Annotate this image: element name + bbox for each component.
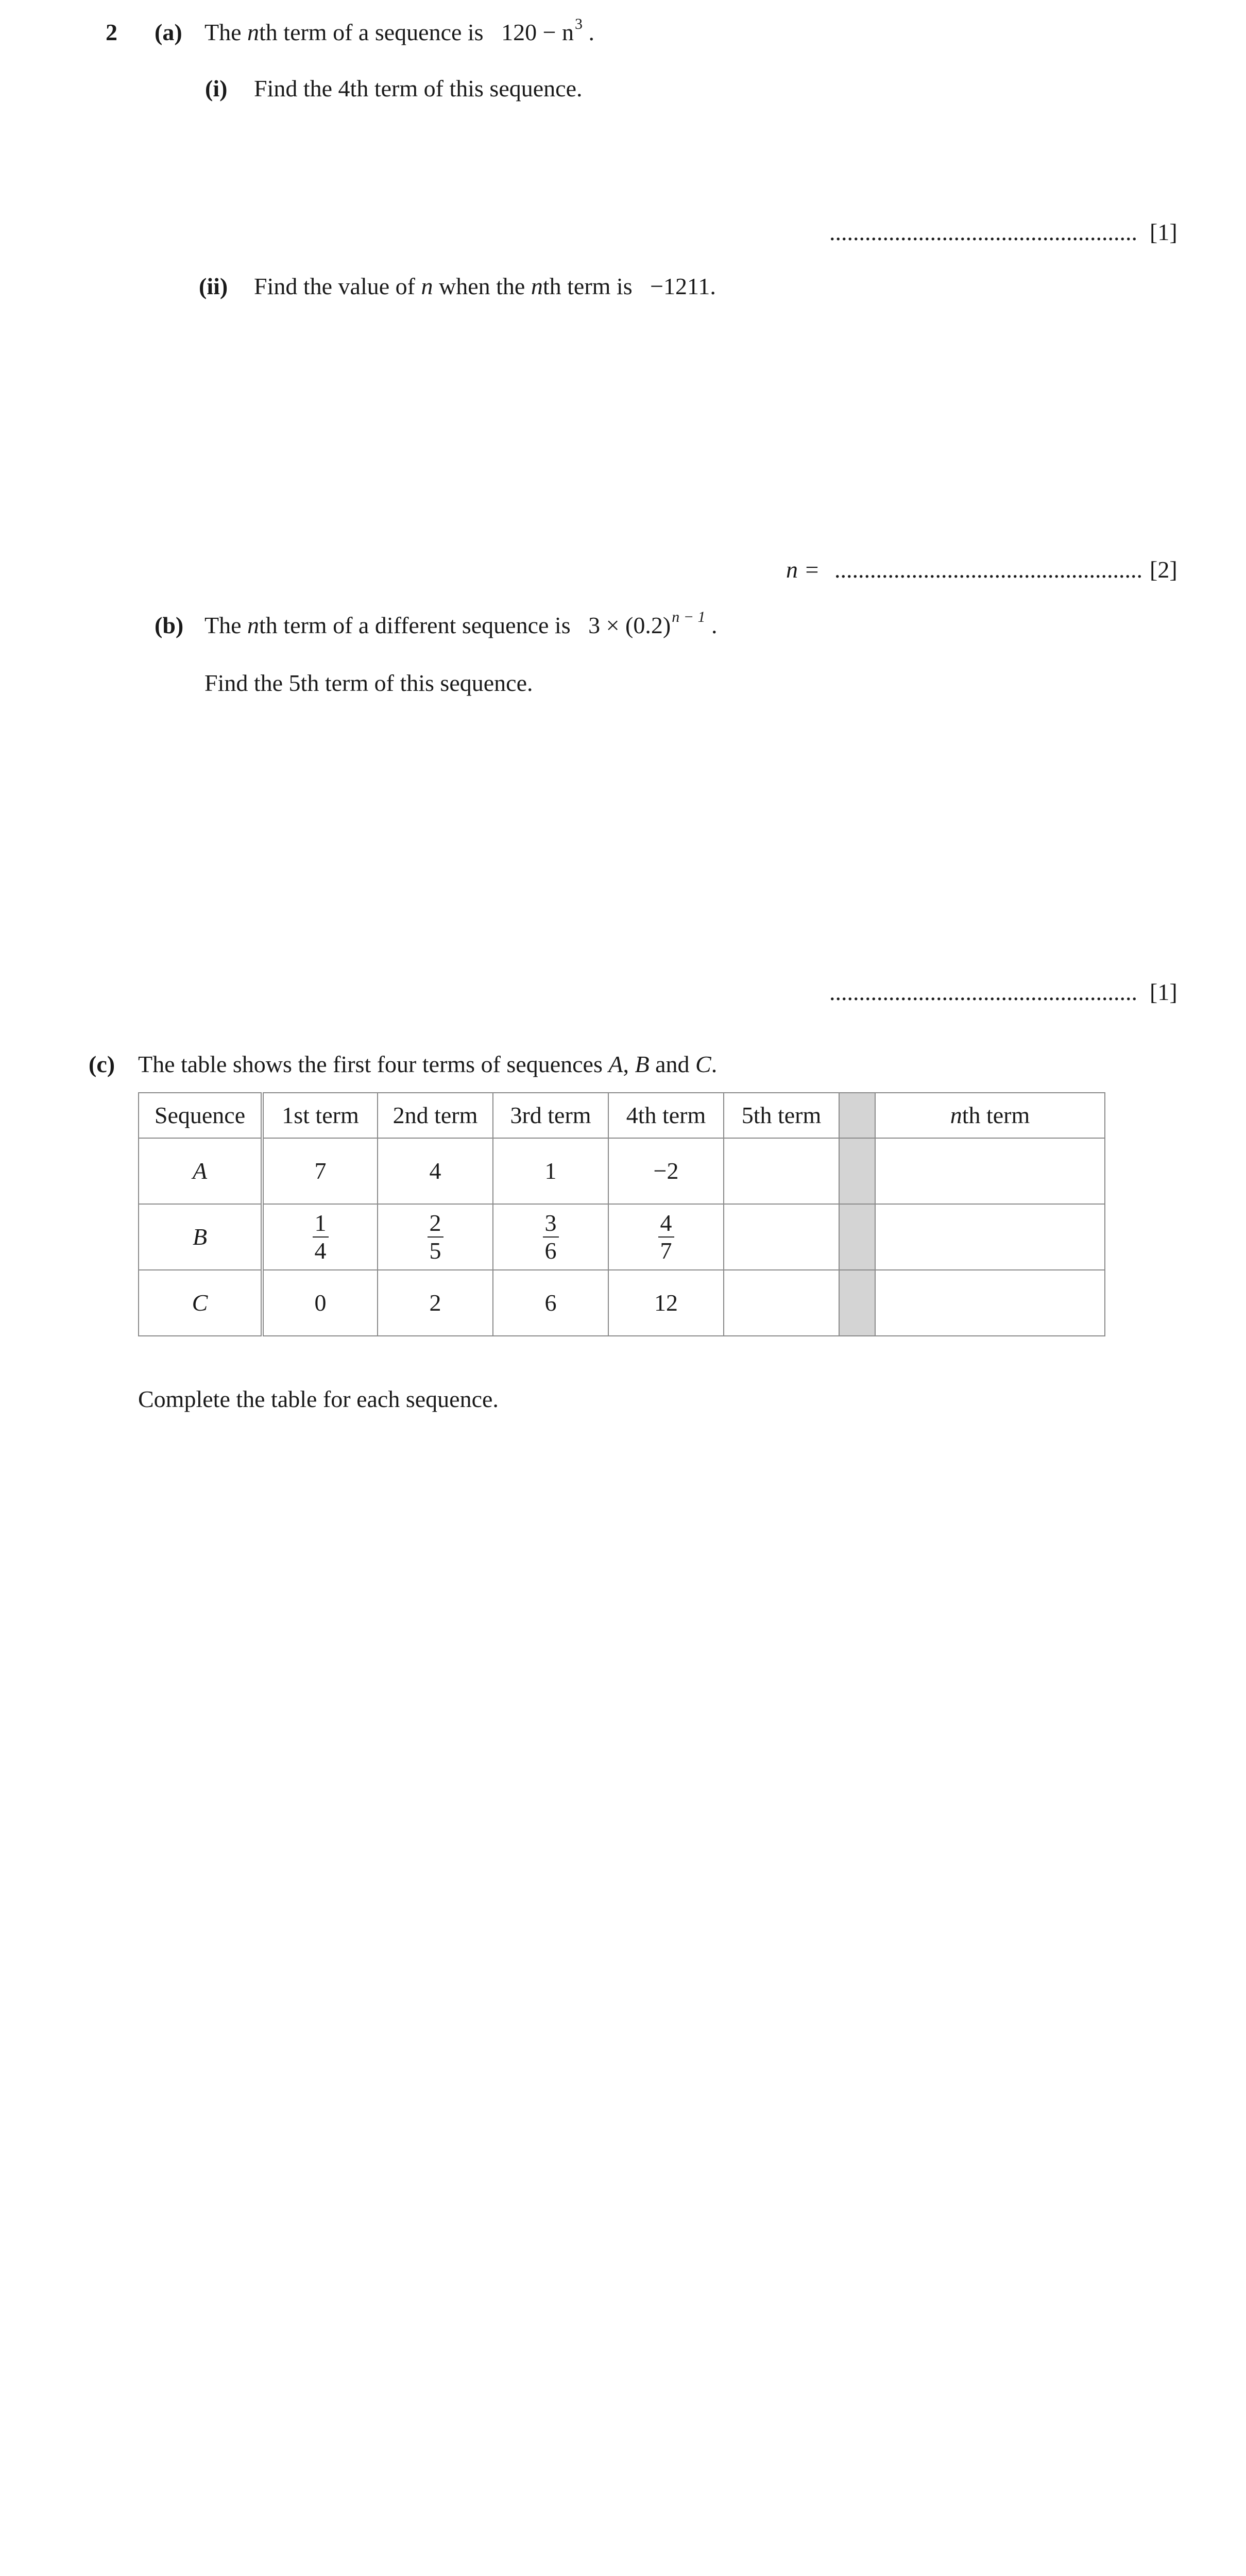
fraction	[428, 1211, 443, 1264]
row-a-t4: −2	[608, 1138, 724, 1204]
row-b-5th-term-input[interactable]	[724, 1204, 839, 1270]
table-row	[139, 1138, 1105, 1204]
header-1st-term: 1st term	[262, 1093, 378, 1138]
fraction-numerator: 4	[658, 1211, 674, 1238]
row-b-t3	[493, 1204, 608, 1270]
row-a-name: A	[139, 1138, 262, 1204]
fraction-denominator: 5	[429, 1238, 441, 1264]
expression-exponent: 3	[575, 15, 583, 32]
part-c-sep: ,	[623, 1051, 629, 1077]
part-b-intro	[204, 608, 718, 638]
fraction-denominator: 4	[314, 1238, 327, 1264]
shaded-column-cell	[839, 1270, 875, 1336]
shaded-column-cell	[839, 1204, 875, 1270]
sequence-table	[138, 1092, 1105, 1336]
part-b-expression-end: .	[711, 612, 718, 638]
fraction	[313, 1211, 329, 1264]
part-b-text-2: th term of a different sequence is	[259, 612, 571, 638]
sub-ii-n1: n	[421, 273, 433, 299]
sub-ii-text-2: when the	[439, 273, 525, 299]
header-4th-term: 4th term	[608, 1093, 724, 1138]
intro-rest: th term of a sequence is	[259, 19, 484, 45]
header-sequence: Sequence	[139, 1093, 262, 1138]
part-c-text-1: The table shows the first four terms of sequences	[138, 1051, 603, 1077]
part-b-expression-base: 3 × (0.2)	[588, 612, 671, 638]
answer-line-a-i[interactable]: ....................................................	[829, 219, 1137, 245]
part-c-intro	[138, 1053, 717, 1076]
header-5th-term: 5th term	[724, 1093, 839, 1138]
row-c-t3: 6	[493, 1270, 608, 1336]
shaded-column-cell	[839, 1093, 875, 1138]
part-c-seq-c: C	[695, 1051, 711, 1077]
marks-a-ii: [2]	[1150, 556, 1177, 583]
part-c-seq-b: B	[635, 1051, 650, 1077]
table-header-row	[139, 1093, 1105, 1138]
sub-ii-n2: n	[531, 273, 543, 299]
marks-b: [1]	[1150, 979, 1177, 1005]
sub-ii-text-3: th term is	[542, 273, 633, 299]
row-a-t3: 1	[493, 1138, 608, 1204]
answer-line-a-ii[interactable]: ....................................................	[834, 556, 1142, 583]
row-c-t2: 2	[378, 1270, 493, 1336]
fraction-denominator: 7	[660, 1238, 672, 1264]
part-c-seq-a: A	[608, 1051, 623, 1077]
answer-prefix-n: n =	[786, 556, 820, 583]
header-nth-rest: th term	[962, 1102, 1030, 1128]
table-row	[139, 1270, 1105, 1336]
row-b-nth-term-input[interactable]	[875, 1204, 1105, 1270]
sub-i-text: Find the 4th term of this sequence.	[254, 75, 583, 101]
header-nth-term	[875, 1093, 1105, 1138]
question-number: 2	[106, 19, 117, 45]
part-c-instruction: Complete the table for each sequence.	[138, 1386, 499, 1412]
fraction	[658, 1211, 674, 1264]
sub-ii-label: (ii)	[199, 273, 228, 299]
row-b-t1	[262, 1204, 378, 1270]
answer-line-b[interactable]: ....................................................	[829, 979, 1137, 1005]
part-c-label: (c)	[89, 1051, 115, 1077]
intro-n: n	[247, 19, 260, 45]
header-nth-n: n	[950, 1102, 962, 1128]
part-b-label: (b)	[155, 612, 184, 638]
fraction	[543, 1211, 559, 1264]
row-c-t1: 0	[262, 1270, 378, 1336]
row-b-t2	[378, 1204, 493, 1270]
part-a-intro	[204, 15, 595, 45]
row-c-nth-term-input[interactable]	[875, 1270, 1105, 1336]
sub-ii-text-1: Find the value of	[254, 273, 415, 299]
part-b-task: Find the 5th term of this sequence.	[204, 670, 533, 696]
fraction-numerator: 3	[543, 1211, 559, 1238]
fraction-numerator: 1	[313, 1211, 329, 1238]
row-a-t2: 4	[378, 1138, 493, 1204]
table-row	[139, 1204, 1105, 1270]
part-a-label: (a)	[155, 19, 182, 45]
row-b-t4	[608, 1204, 724, 1270]
sub-ii-value: −1211.	[650, 273, 716, 299]
fraction-denominator: 6	[544, 1238, 557, 1264]
part-b-n: n	[247, 612, 260, 638]
sub-i-label: (i)	[205, 75, 228, 101]
row-c-name: C	[139, 1270, 262, 1336]
part-c-end: .	[711, 1051, 718, 1077]
expression-end: .	[588, 19, 595, 45]
marks-a-i: [1]	[1150, 219, 1177, 245]
row-a-5th-term-input[interactable]	[724, 1138, 839, 1204]
row-a-t1: 7	[262, 1138, 378, 1204]
shaded-column-cell	[839, 1138, 875, 1204]
sub-ii-text	[254, 275, 716, 298]
part-c-and: and	[655, 1051, 690, 1077]
fraction-numerator: 2	[428, 1211, 443, 1238]
row-c-5th-term-input[interactable]	[724, 1270, 839, 1336]
header-2nd-term: 2nd term	[378, 1093, 493, 1138]
expression-base: 120 − n	[501, 19, 574, 45]
part-b-text-1: The	[204, 612, 242, 638]
row-c-t4: 12	[608, 1270, 724, 1336]
header-3rd-term: 3rd term	[493, 1093, 608, 1138]
intro-text: The	[204, 19, 242, 45]
part-b-expression-exponent: n − 1	[672, 608, 706, 625]
row-b-name: B	[139, 1204, 262, 1270]
row-a-nth-term-input[interactable]	[875, 1138, 1105, 1204]
